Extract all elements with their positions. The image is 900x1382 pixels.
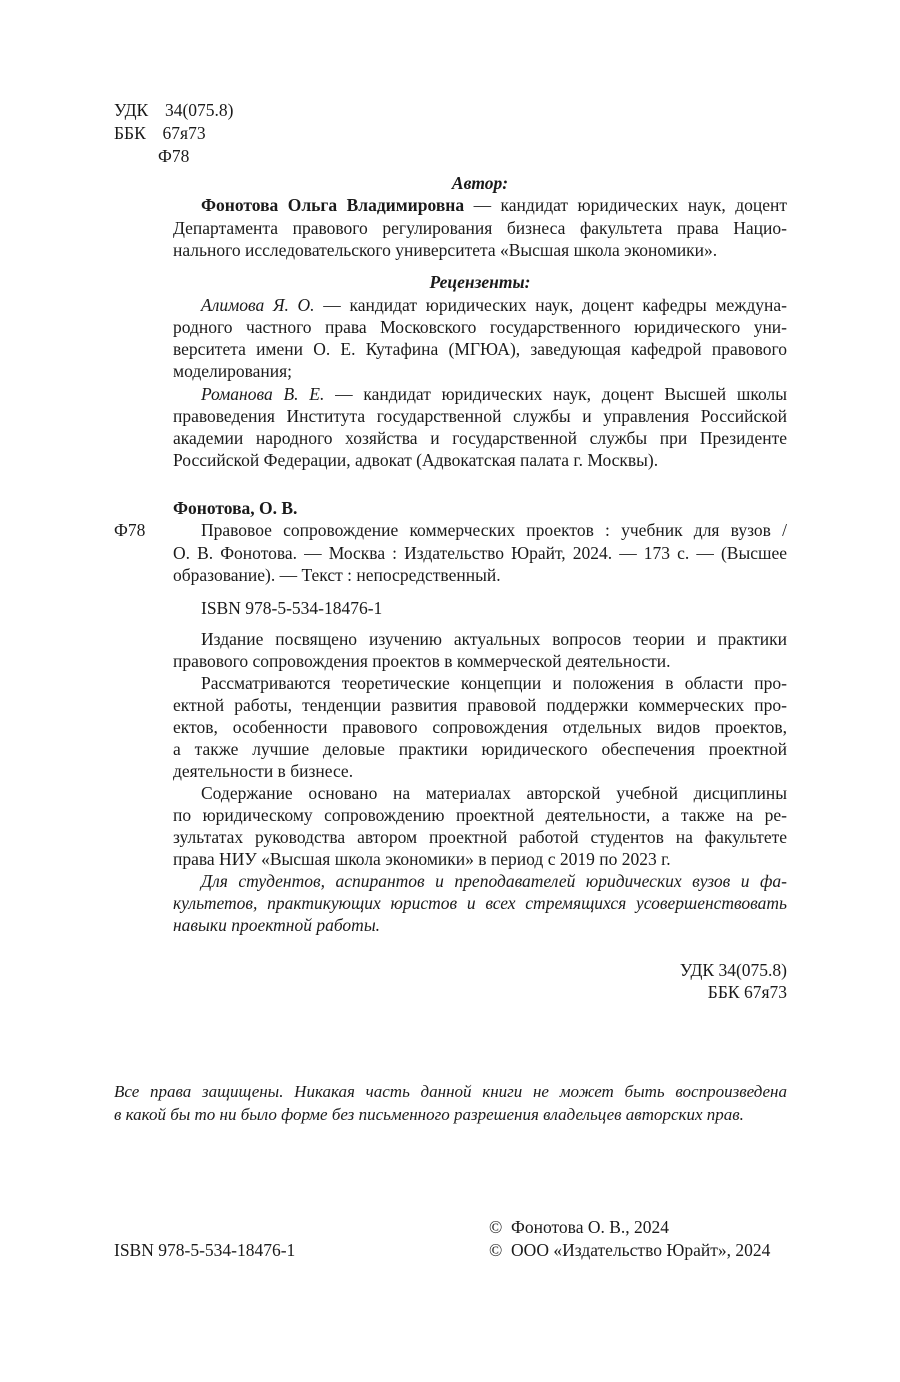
author-line-3: нального исследовательского университета «Высшая школа экономики».	[173, 240, 718, 260]
copyright-author: © Фонотова О. В., 2024	[489, 1217, 670, 1237]
reviewer2-line-3: академии народного хозяйства и государственной службы при Президенте	[173, 428, 787, 448]
annotation-p3-line-4: права НИУ «Высшая школа экономики» в период с 2019 по 2023 г.	[173, 849, 671, 869]
reviewer1-desc-1: — кандидат юридических наук, доцент кафедры междуна-	[314, 295, 787, 315]
bbk-label: ББК	[114, 123, 146, 143]
author-name: Фонотова Ольга Владимировна	[201, 195, 465, 215]
bib-line-1: Правовое сопровождение коммерческих проектов : учебник для вузов /	[201, 520, 787, 540]
udk-value: 34(075.8)	[164, 100, 234, 120]
bib-isbn: ISBN 978-5-534-18476-1	[201, 598, 383, 618]
udk-repeat: УДК 34(075.8)	[679, 960, 787, 980]
annotation-p2-line-1: Рассматриваются теоретические концепции и положения в области про-	[201, 673, 787, 693]
bbk-repeat: ББК 67я73	[707, 982, 787, 1002]
bib-line-3: образование). — Текст : непосредственный.	[173, 565, 501, 585]
annotation-p2-line-5: деятельности в бизнесе.	[173, 761, 354, 781]
rights-line-1: Все права защищены. Никакая часть данной книги не может быть воспроизведена	[114, 1082, 787, 1101]
bbk-value: 67я73	[162, 123, 206, 143]
reviewer1-name: Алимова Я. О.	[201, 295, 315, 315]
annotation-p4-line-3: навыки проектной работы.	[173, 915, 381, 935]
bib-mark: Ф78	[114, 520, 146, 540]
author-line-2: Департамента правового регулирования бизнеса факультета права Нацио-	[173, 218, 787, 238]
reviewer1-line-1	[201, 294, 787, 316]
annotation-p3-line-2: по юридическому сопровождению проектной деятельности, а также на ре-	[173, 805, 787, 825]
udk-row	[114, 99, 234, 121]
bbk-row	[114, 122, 206, 144]
annotation-p2-line-2: ектной работы, тенденции развития правовой поддержки коммерческих про-	[173, 695, 787, 715]
footer-isbn: ISBN 978-5-534-18476-1	[114, 1240, 296, 1260]
author-mark: Ф78	[158, 146, 190, 166]
reviewer1-line-4: моделирования;	[173, 361, 293, 381]
annotation-p2-line-4: а также лучшие деловые практики юридического обеспечения проектной	[173, 739, 787, 759]
annotation-p1-line-2: правового сопровождения проектов в коммерческой деятельности.	[173, 651, 671, 671]
reviewer2-line-2: правоведения Института государственной службы и управления Российской	[173, 406, 787, 426]
rights-line-2: в какой бы то ни было форме без письменного разрешения владельцев авторских прав.	[114, 1105, 744, 1124]
reviewer2-line-4: Российской Федерации, адвокат (Адвокатская палата г. Москвы).	[173, 450, 659, 470]
author-heading: Автор:	[451, 173, 509, 193]
annotation-p2-line-3: ектов, особенности правового сопровождения отдельных видов проектов,	[173, 717, 787, 737]
reviewer1-line-3: верситета имени О. Е. Кутафина (МГЮА), заведующая кафедрой правового	[173, 339, 787, 359]
copyright-publisher: © ООО «Издательство Юрайт», 2024	[489, 1240, 771, 1260]
reviewer1-line-2: родного частного права Московского государственного юридического уни-	[173, 317, 787, 337]
reviewers-heading: Рецензенты:	[429, 272, 531, 292]
reviewer2-desc-1: — кандидат юридических наук, доцент Высшей школы	[324, 384, 787, 404]
annotation-p3-line-1: Содержание основано на материалах авторской учебной дисциплины	[201, 783, 787, 803]
author-line-1	[201, 194, 787, 216]
udk-label: УДК	[114, 100, 149, 120]
reviewer2-line-1	[201, 383, 787, 405]
annotation-p4-line-1: Для студентов, аспирантов и преподавателей юридических вузов и фа-	[201, 871, 787, 891]
annotation-p4-line-2: культетов, практикующих юристов и всех стремящихся усовершенствовать	[173, 893, 787, 913]
bib-line-2: О. В. Фонотова. — Москва : Издательство Юрайт, 2024. — 173 с. — (Высшее	[173, 543, 787, 563]
bib-author-heading: Фонотова, О. В.	[173, 498, 298, 518]
annotation-p1-line-1: Издание посвящено изучению актуальных вопросов теории и практики	[201, 629, 787, 649]
author-desc-1: — кандидат юридических наук, доцент	[464, 195, 787, 215]
annotation-p3-line-3: зультатах руководства автором проектной работой студентов на факультете	[173, 827, 787, 847]
reviewer2-name: Романова В. Е.	[201, 384, 325, 404]
